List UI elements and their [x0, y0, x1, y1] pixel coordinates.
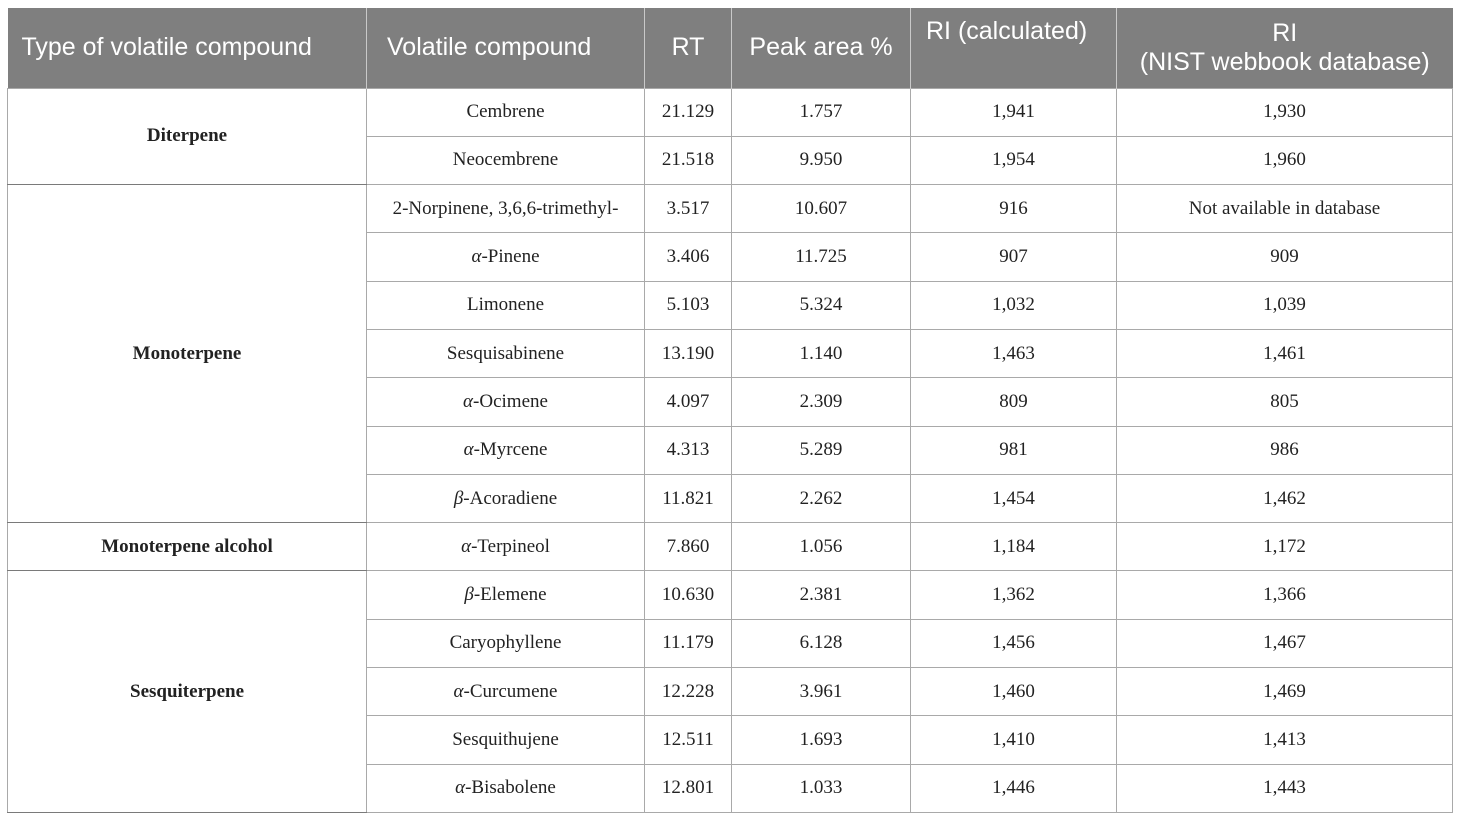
ri-calc-cell: 1,446	[911, 764, 1117, 812]
table-body	[8, 88, 1453, 812]
header-peak-area: Peak area %	[732, 8, 911, 88]
ri-calc-cell: 809	[911, 378, 1117, 426]
peak-cell: 1.033	[732, 764, 911, 812]
volatile-compounds-table	[7, 8, 1453, 813]
rt-cell: 12.228	[645, 668, 732, 716]
ri-nist-cell: 1,467	[1117, 619, 1453, 667]
ri-nist-cell: 909	[1117, 233, 1453, 281]
compound-cell: Limonene	[367, 281, 645, 329]
ri-nist-cell: 1,172	[1117, 523, 1453, 571]
compound-cell: α-Terpineol	[367, 523, 645, 571]
ri-calc-cell: 1,454	[911, 474, 1117, 522]
ri-calc-cell: 1,184	[911, 523, 1117, 571]
ri-calc-cell: 1,456	[911, 619, 1117, 667]
ri-calc-cell: 1,463	[911, 329, 1117, 377]
compound-cell: α-Pinene	[367, 233, 645, 281]
peak-cell: 1.757	[732, 88, 911, 136]
peak-cell: 1.140	[732, 329, 911, 377]
rt-cell: 7.860	[645, 523, 732, 571]
rt-cell: 4.097	[645, 378, 732, 426]
compound-cell: β-Elemene	[367, 571, 645, 619]
rt-cell: 5.103	[645, 281, 732, 329]
peak-cell: 9.950	[732, 136, 911, 184]
ri-calc-cell: 1,954	[911, 136, 1117, 184]
rt-cell: 3.517	[645, 185, 732, 233]
ri-nist-cell: Not available in database	[1117, 185, 1453, 233]
ri-nist-cell: 1,469	[1117, 668, 1453, 716]
ri-calc-cell: 1,410	[911, 716, 1117, 764]
peak-cell: 1.693	[732, 716, 911, 764]
peak-cell: 5.289	[732, 426, 911, 474]
ri-nist-cell: 1,413	[1117, 716, 1453, 764]
type-cell-sesquiterpene: Sesquiterpene	[8, 571, 367, 812]
compound-cell: Neocembrene	[367, 136, 645, 184]
rt-cell: 12.511	[645, 716, 732, 764]
ri-nist-cell: 805	[1117, 378, 1453, 426]
ri-nist-cell: 1,461	[1117, 329, 1453, 377]
ri-nist-cell: 986	[1117, 426, 1453, 474]
ri-calc-cell: 1,941	[911, 88, 1117, 136]
header-ri-calculated: RI (calculated)	[911, 8, 1117, 88]
ri-nist-cell: 1,039	[1117, 281, 1453, 329]
type-cell-monoterpene-alcohol: Monoterpene alcohol	[8, 523, 367, 571]
rt-cell: 10.630	[645, 571, 732, 619]
peak-cell: 10.607	[732, 185, 911, 233]
ri-calc-cell: 981	[911, 426, 1117, 474]
peak-cell: 1.056	[732, 523, 911, 571]
type-cell-diterpene: Diterpene	[8, 88, 367, 185]
peak-cell: 2.262	[732, 474, 911, 522]
rt-cell: 11.179	[645, 619, 732, 667]
compound-table-container	[7, 8, 1452, 813]
table-row	[8, 571, 1453, 619]
compound-cell: Sesquithujene	[367, 716, 645, 764]
rt-cell: 4.313	[645, 426, 732, 474]
ri-calc-cell: 1,460	[911, 668, 1117, 716]
rt-cell: 21.129	[645, 88, 732, 136]
header-type: Type of volatile compound	[8, 8, 367, 88]
rt-cell: 13.190	[645, 329, 732, 377]
header-row	[8, 8, 1453, 88]
ri-nist-cell: 1,960	[1117, 136, 1453, 184]
compound-cell: α-Bisabolene	[367, 764, 645, 812]
header-compound: Volatile compound	[367, 8, 645, 88]
rt-cell: 11.821	[645, 474, 732, 522]
ri-calc-cell: 1,362	[911, 571, 1117, 619]
compound-cell: α-Myrcene	[367, 426, 645, 474]
compound-cell: 2-Norpinene, 3,6,6-trimethyl-	[367, 185, 645, 233]
ri-nist-cell: 1,462	[1117, 474, 1453, 522]
table-row	[8, 88, 1453, 136]
peak-cell: 2.309	[732, 378, 911, 426]
table-row	[8, 185, 1453, 233]
type-cell-monoterpene: Monoterpene	[8, 185, 367, 523]
ri-nist-cell: 1,930	[1117, 88, 1453, 136]
ri-calc-cell: 1,032	[911, 281, 1117, 329]
compound-cell: α-Curcumene	[367, 668, 645, 716]
ri-nist-cell: 1,443	[1117, 764, 1453, 812]
table-row	[8, 523, 1453, 571]
header-rt: RT	[645, 8, 732, 88]
ri-calc-cell: 907	[911, 233, 1117, 281]
rt-cell: 21.518	[645, 136, 732, 184]
peak-cell: 2.381	[732, 571, 911, 619]
compound-cell: Sesquisabinene	[367, 329, 645, 377]
compound-cell: β-Acoradiene	[367, 474, 645, 522]
peak-cell: 6.128	[732, 619, 911, 667]
header-ri-nist-line1: RI	[1272, 18, 1298, 47]
compound-cell: Caryophyllene	[367, 619, 645, 667]
header-ri-nist-line2: (NIST webbook database)	[1139, 47, 1430, 76]
table-header	[8, 8, 1453, 88]
compound-cell: Cembrene	[367, 88, 645, 136]
rt-cell: 3.406	[645, 233, 732, 281]
ri-nist-cell: 1,366	[1117, 571, 1453, 619]
rt-cell: 12.801	[645, 764, 732, 812]
compound-cell: α-Ocimene	[367, 378, 645, 426]
peak-cell: 5.324	[732, 281, 911, 329]
ri-calc-cell: 916	[911, 185, 1117, 233]
peak-cell: 11.725	[732, 233, 911, 281]
peak-cell: 3.961	[732, 668, 911, 716]
header-ri-nist	[1117, 8, 1453, 88]
